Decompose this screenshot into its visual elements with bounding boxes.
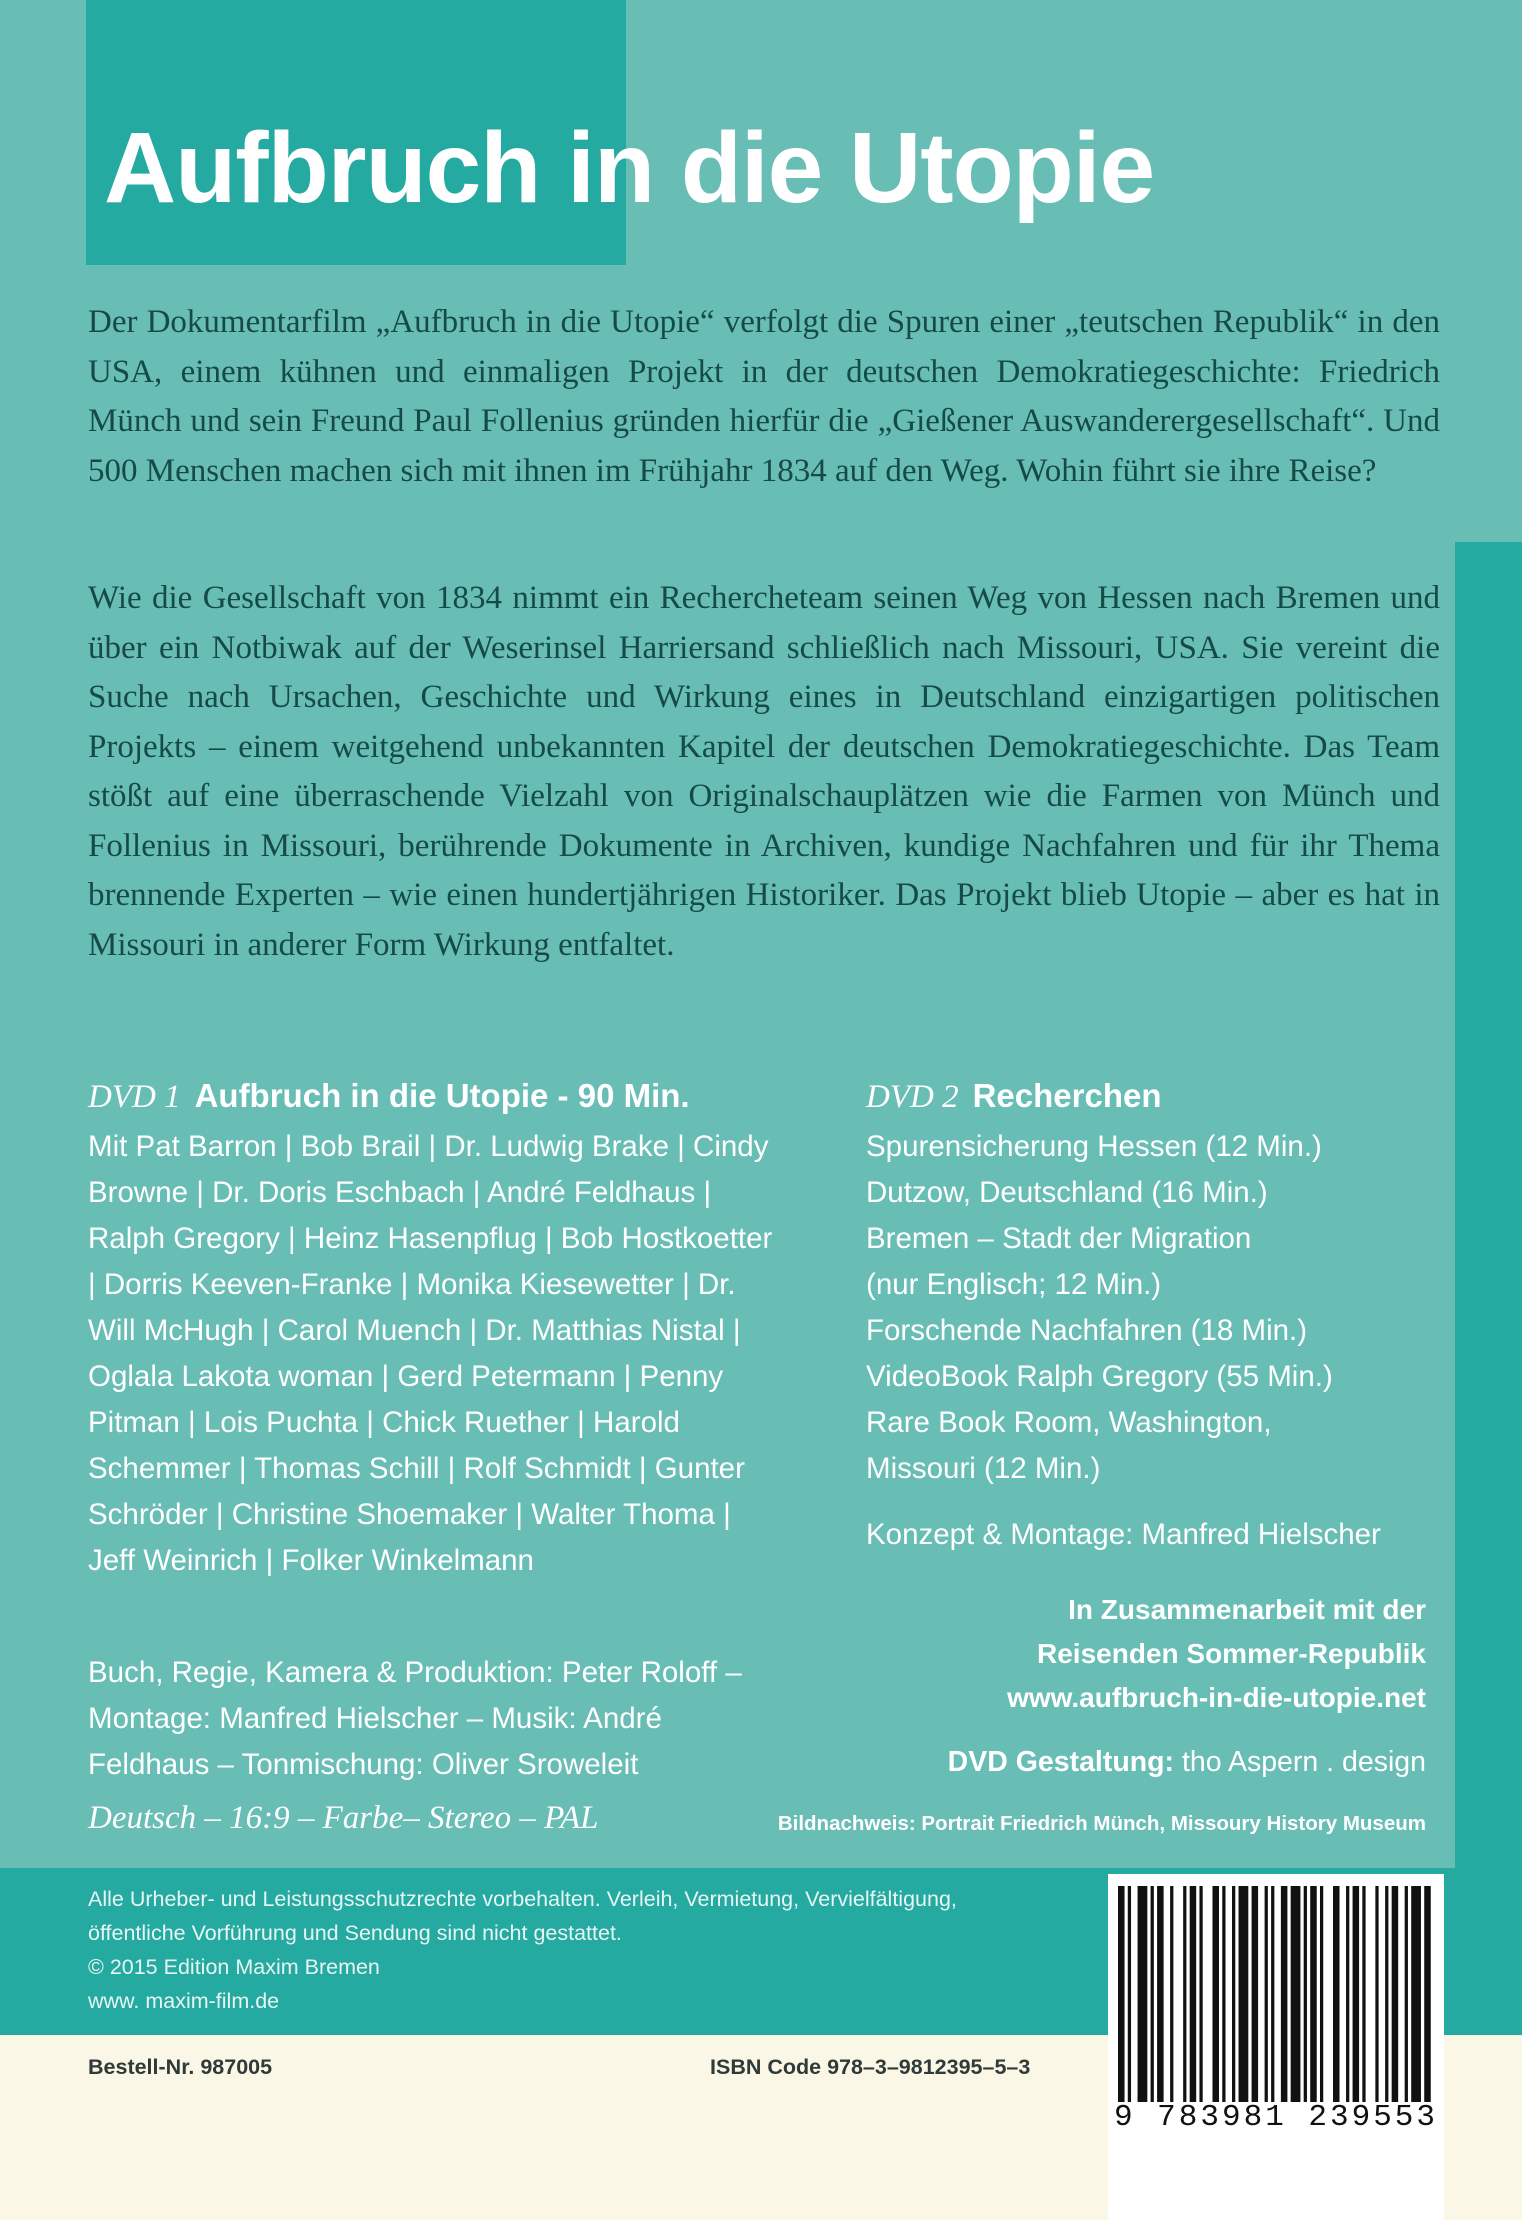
legal-line-2: öffentliche Vorführung und Sendung sind nicht gestattet. [88,1921,622,1945]
dvd1-heading [88,1077,690,1116]
barcode-bar [1190,1886,1197,2102]
barcode-bar [1128,1886,1131,2102]
barcode-bar [1239,1886,1249,2102]
barcode-bar [1353,1886,1360,2102]
collaboration-url[interactable]: www.aufbruch-in-die-utopie.net [1007,1682,1426,1713]
barcode-bar [1385,1886,1388,2102]
barcode-bar [1212,1886,1219,2102]
barcode-icon [1118,1886,1434,2102]
picture-credit: Bildnachweis: Portrait Friedrich Münch, Missoury History Museum [777,1812,1426,1835]
barcode-bar [1271,1886,1274,2102]
list-item: Missouri (12 Min.) [866,1452,1101,1485]
barcode-bar [1170,1886,1173,2102]
barcode-bar [1346,1886,1349,2102]
legal-line-1: Alle Urheber- und Leistungsschutzrechte vorbehalten. Verleih, Vermietung, Vervielfältigung, [88,1887,957,1911]
dvd1-title: Aufbruch in die Utopie - 90 Min. [194,1077,690,1114]
copyright-line: © 2015 Edition Maxim Bremen [88,1955,380,1979]
dvd2-chapter-list [866,1124,1446,1492]
barcode-bar [1138,1886,1148,2102]
isbn-code: ISBN Code 978–3–9812395–5–3 [710,2055,1031,2079]
barcode-bar [1151,1886,1154,2102]
collaboration-block [1007,1588,1426,1720]
dvd1-number: DVD 1 [88,1079,181,1115]
barcode-bar [1304,1886,1307,2102]
synopsis-paragraph-1: Der Dokumentarfilm „Aufbruch in die Utopie“ verfolgt die Spuren einer „teutschen Republik“ in den USA, einem kühnen und einmaligen Projekt in der deutschen Demokratiegeschichte: Friedrich Münch und sein Freund Paul Follenius gründen hierfür die „Gießener Auswanderergesellschaft“. Und 500 Menschen machen sich mit ihnen im Frühjahr 1834 auf den Weg. Wohin führt sie ihre Reise? [88,304,1440,489]
barcode-bar [1310,1886,1317,2102]
synopsis-paragraph-2: Wie die Gesellschaft von 1834 nimmt ein Rechercheteam seinen Weg von Hessen nach Bremen und über ein Notbiwak auf der Weserinsel Harriersand schließlich nach Missouri, USA. Sie vereint die Suche nach Ursachen, Geschichte und Wirkung eines in Deutschland einzigartigen politischen Projekts – einem weitgehend unbekannten Kapitel der deutschen Demokratiegeschichte. Das Team stößt auf eine überraschende Vielzahl von Originalschauplätzen wie die Farmen von Münch und Follenius in Missouri, berührende Dokumente in Archiven, kundige Nachfahren und für ihr Thema brennende Experten – wie einen hundertjährigen Historiker. Das Projekt blieb Utopie – aber es hat in Missouri in anderer Form Wirkung entfaltet. [88,580,1440,963]
barcode-bar [1222,1886,1225,2102]
barcode-bar [1157,1886,1164,2102]
barcode-bar [1411,1886,1421,2102]
list-item: (nur Englisch; 12 Min.) [866,1268,1162,1301]
dvd2-heading [866,1077,1162,1116]
barcode-bar [1183,1886,1186,2102]
design-label: DVD Gestaltung: [947,1746,1175,1778]
barcode-bar [1199,1886,1202,2102]
barcode-bar [1291,1886,1301,2102]
dvd2-number: DVD 2 [866,1079,959,1115]
design-value: tho Aspern . design [1181,1746,1426,1778]
list-item: VideoBook Ralph Gregory (55 Min.) [866,1360,1333,1393]
barcode-bar [1405,1886,1408,2102]
barcode-bar [1252,1886,1259,2102]
collaboration-line-2: Reisenden Sommer-Republik [1037,1638,1426,1669]
publisher-url[interactable]: www. maxim-film.de [88,1989,280,2013]
list-item: Forschende Nachfahren (18 Min.) [866,1314,1308,1347]
barcode-bar [1265,1886,1268,2102]
barcode-bar [1375,1886,1378,2102]
barcode-bar [1232,1886,1235,2102]
design-credit [948,1740,1426,1784]
barcode-digits: 9 783981 239553 [1113,2100,1439,2135]
barcode-bar [1320,1886,1323,2102]
barcode-bar [1392,1886,1399,2102]
list-item: Bremen – Stadt der Migration [866,1222,1252,1255]
page-title: Aufbruch in die Utopie [104,112,1155,224]
dvd2-title: Recherchen [972,1077,1162,1114]
barcode-bar [1424,1886,1431,2102]
collaboration-line-1: In Zusammenarbeit mit der [1068,1594,1426,1625]
order-number: Bestell-Nr. 987005 [88,2055,273,2079]
barcode-bar [1281,1886,1288,2102]
dvd1-crew-credits: Buch, Regie, Kamera & Produktion: Peter Roloff – Montage: Manfred Hielscher – Musik: André Feldhaus – Tonmischung: Oliver Sroweleit [88,1656,742,1781]
legal-notice [88,1882,957,2018]
list-item: Spurensicherung Hessen (12 Min.) [866,1130,1322,1163]
dvd2-credit: Konzept & Montage: Manfred Hielscher [866,1518,1381,1551]
barcode-bar [1118,1886,1125,2102]
dvd1-cast-list: Mit Pat Barron | Bob Brail | Dr. Ludwig Brake | Cindy Browne | Dr. Doris Eschbach | André Feldhaus | Ralph Gregory | Heinz Hasenpflug | Bob Hostkoetter | Dorris Keeven-Franke | Monika Kiesewetter | Dr. Will McHugh | Carol Muench | Dr. Matthias Nistal | Oglala Lakota woman | Gerd Petermann | Penny Pitman | Lois Puchta | Chick Ruether | Harold Schemmer | Thomas Schill | Rolf Schmidt | Gunter Schröder | Christine Shoemaker | Walter Thoma | Jeff Weinrich | Folker Winkelmann [88,1130,773,1577]
list-item: Dutzow, Deutschland (16 Min.) [866,1176,1268,1209]
barcode-bar [1333,1886,1340,2102]
barcode-bar [1362,1886,1365,2102]
side-accent-stripe [1455,542,1522,1872]
tech-specs: Deutsch – 16:9 – Farbe– Stereo – PAL [88,1800,599,1836]
list-item: Rare Book Room, Washington, [866,1406,1272,1439]
